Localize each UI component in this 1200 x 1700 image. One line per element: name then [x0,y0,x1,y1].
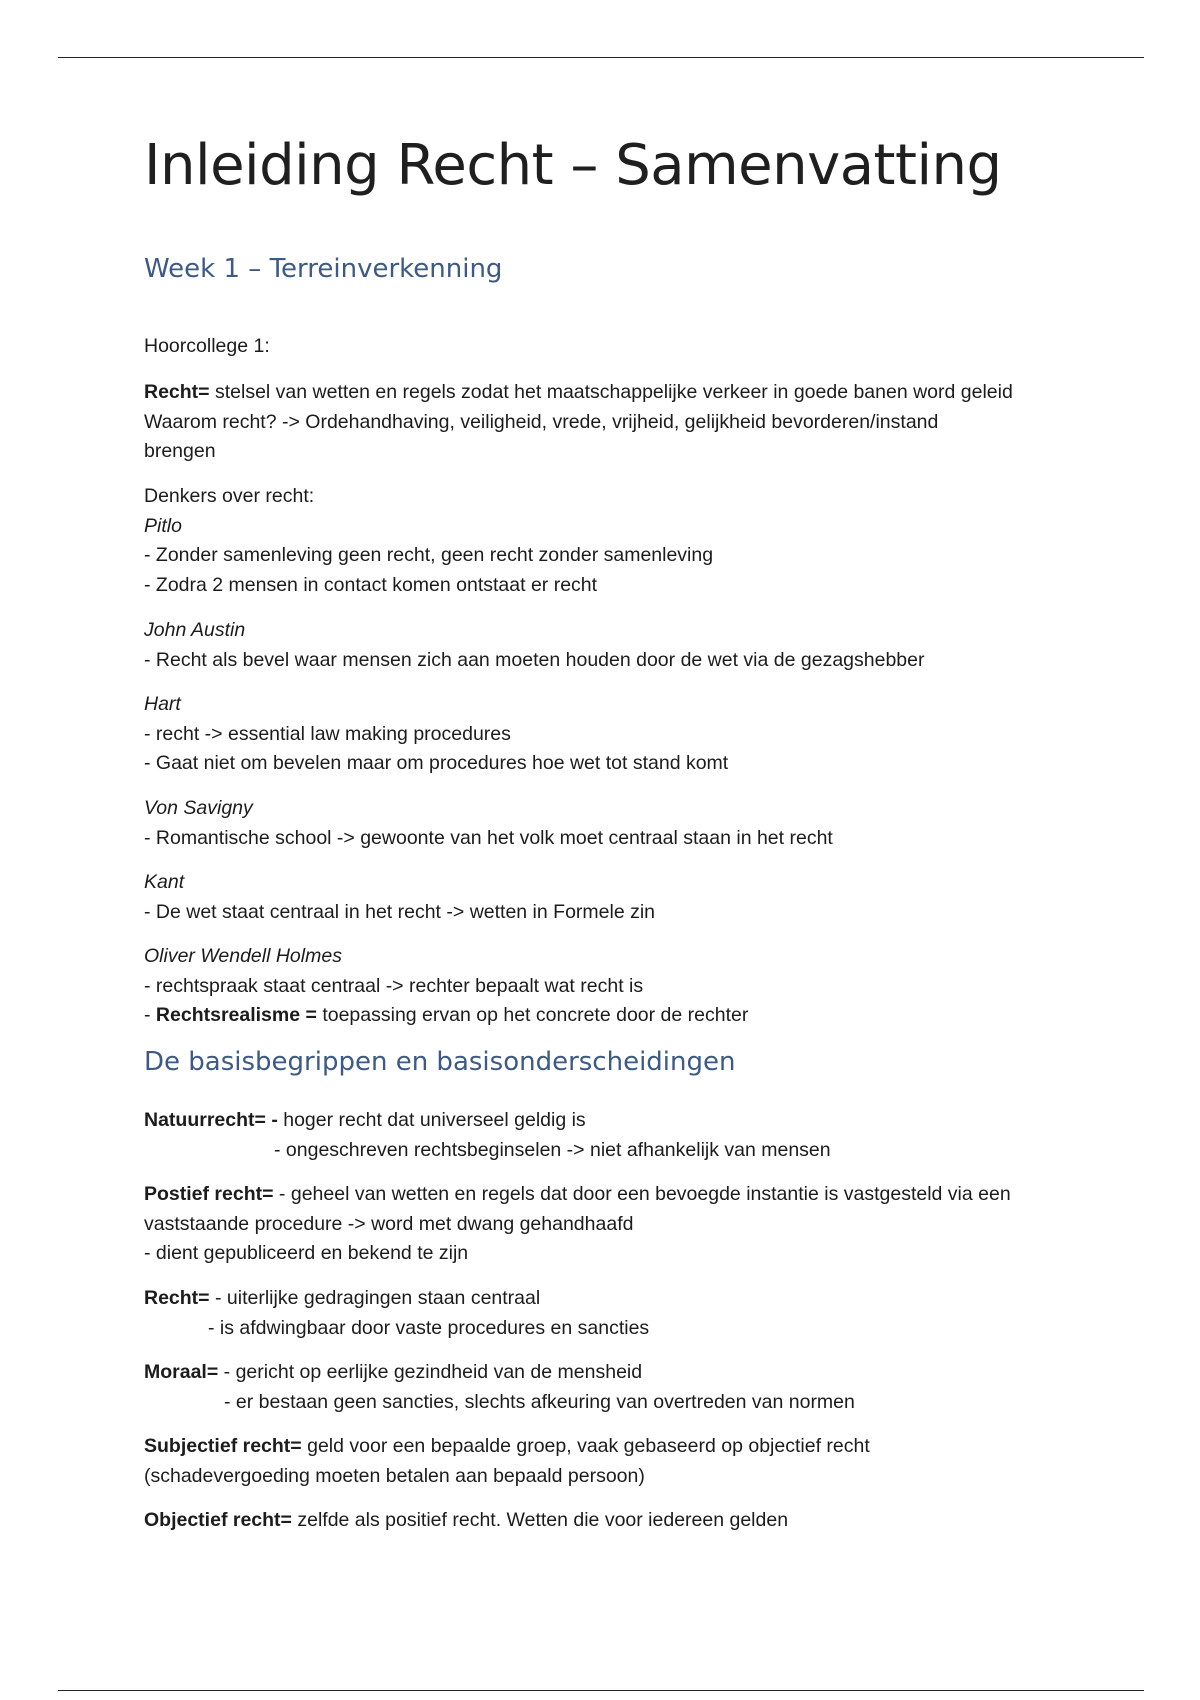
thinker-kant-block [144,868,1064,927]
basis-heading: De basisbegrippen en basisonderscheidingen [144,1047,736,1077]
natuurrecht-term: Natuurrecht= - [144,1109,278,1131]
pitlo-line-2: - Zodra 2 mensen in contact komen ontstaat er recht [144,573,598,596]
austin-line-1: - Recht als bevel waar mensen zich aan moeten houden door de wet via de gezagshebber [144,648,925,671]
rechtsrealisme-text: toepassing ervan op het concrete door de rechter [316,1004,749,1026]
thinker-name-austin: John Austin [144,619,246,641]
recht-text: stelsel van wetten en regels zodat het maatschappelijke verkeer in goede banen word geleid [209,381,1013,403]
postief-line-1 [144,1180,1064,1239]
header-rule [58,57,1144,58]
thinker-hart-block [144,690,1064,779]
postief-line-2: - dient gepubliceerd en bekend te zijn [144,1242,469,1264]
natuurrecht-line-1 [144,1106,1064,1136]
subjectief-line-2: (schadevergoeding moeten betalen aan bepaald persoon) [144,1464,645,1487]
rechtsrealisme-term: Rechtsrealisme = [155,1004,317,1026]
subjectief-term: Subjectief recht= [144,1435,302,1457]
kant-line-1: - De wet staat centraal in het recht -> wetten in Formele zin [144,900,656,923]
objectief-term: Objectief recht= [144,1509,292,1531]
postief-block [144,1180,1064,1269]
natuurrecht-block [144,1106,1064,1165]
recht-why-line2: brengen [144,440,216,462]
objectief-line-1 [144,1506,1064,1536]
subjectief-block [144,1432,1064,1491]
thinker-austin-block [144,616,1064,675]
savigny-line-1: - Romantische school -> gewoonte van het volk moet centraal staan in het recht [144,826,833,849]
recht-def-block [144,1284,1064,1343]
moraal-term: Moraal= [144,1361,219,1383]
thinker-name-savigny: Von Savigny [144,797,253,819]
objectief-block [144,1506,1064,1536]
lecture-label: Hoorcollege 1: [144,335,270,357]
holmes-line-1: - rechtspraak staat centraal -> rechter bepaalt wat recht is [144,974,644,997]
thinker-holmes-block [144,942,1064,1031]
moraal-line-1 [144,1358,1064,1388]
recht-def-line-1 [144,1284,1064,1314]
recht-term: Recht= [144,381,210,403]
thinker-name-kant: Kant [144,871,185,893]
recht-def-term: Recht= [144,1287,210,1309]
subjectief-line-1 [144,1432,1064,1462]
hart-line-2: - Gaat niet om bevelen maar om procedures hoe wet tot stand komt [144,752,729,774]
thinker-name-pitlo: Pitlo [144,514,182,537]
recht-why-line1: Waarom recht? -> Ordehandhaving, veiligheid, vrede, vrijheid, gelijkheid bevorderen/instand [144,410,939,433]
subjectief-text1: geld voor een bepaalde groep, vaak gebaseerd op objectief recht [301,1435,870,1457]
pitlo-line-1: - Zonder samenleving geen recht, geen recht zonder samenleving [144,544,714,566]
objectief-text1: zelfde als positief recht. Wetten die voor iedereen gelden [291,1509,789,1531]
postief-text1: - geheel van wetten en regels dat door een bevoegde instantie is vastgesteld via een vaststaande procedure -> word met dwang gehandhaafd [144,1183,1011,1235]
hart-line-1: - recht -> essential law making procedures [144,722,511,745]
thinker-name-hart: Hart [144,693,181,715]
moraal-line-2: - er bestaan geen sancties, slechts afkeuring van overtreden van normen [224,1390,855,1413]
natuurrecht-text1: hoger recht dat universeel geldig is [277,1109,586,1131]
thinker-name-holmes: Oliver Wendell Holmes [144,945,342,967]
footer-rule [58,1690,1144,1691]
recht-definition-block [144,378,1064,467]
thinker-savigny-block [144,794,1064,853]
natuurrecht-line-2: - ongeschreven rechtsbeginselen -> niet afhankelijk van mensen [274,1138,831,1161]
recht-def-text1: - uiterlijke gedragingen staan centraal [209,1287,541,1309]
recht-def-line-2: - is afdwingbaar door vaste procedures en sancties [208,1316,650,1339]
week-heading: Week 1 – Terreinverkenning [144,254,503,284]
thinkers-label: Denkers over recht: [144,485,315,507]
lecture-label-block [144,332,1064,362]
document-title: Inleiding Recht – Samenvatting [144,133,1002,198]
postief-term: Postief recht= [144,1183,274,1205]
holmes-line2-prefix: - [144,1004,156,1026]
thinkers-pitlo-block [144,482,1064,600]
moraal-text1: - gericht op eerlijke gezindheid van de mensheid [218,1361,643,1383]
moraal-block [144,1358,1064,1417]
holmes-line-2 [144,1001,1064,1031]
recht-definition-line [144,378,1064,408]
